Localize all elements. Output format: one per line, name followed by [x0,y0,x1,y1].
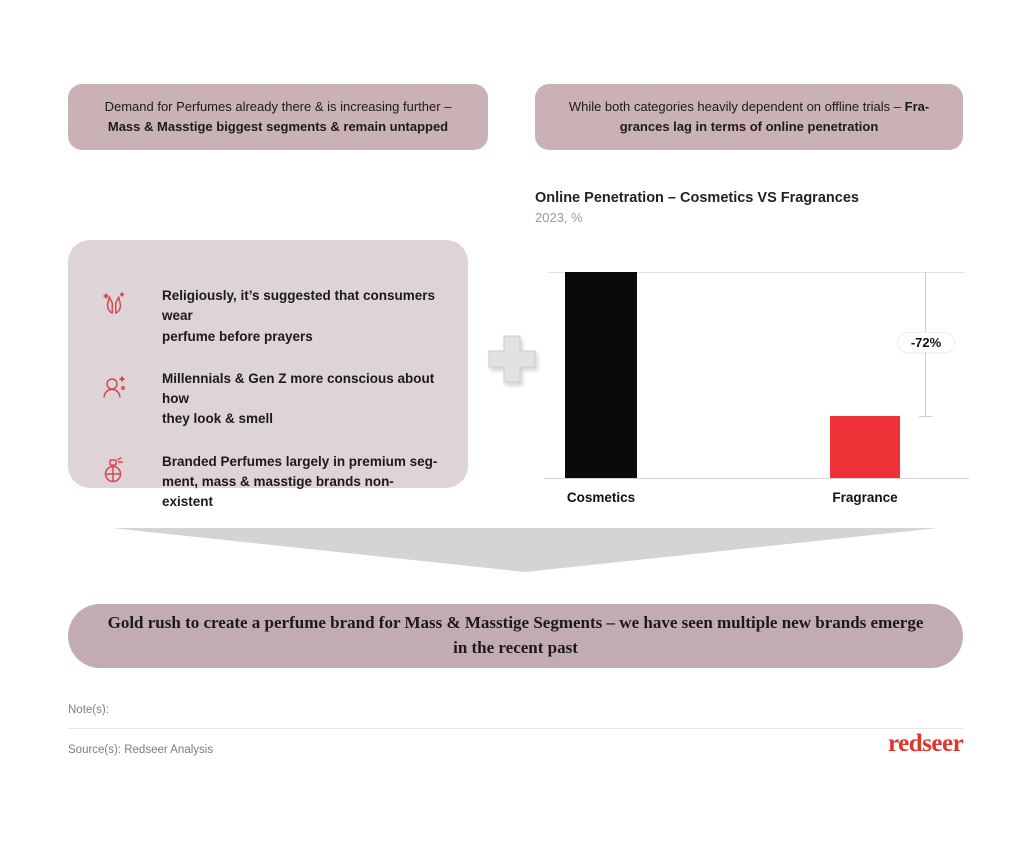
bar-chart [548,272,965,505]
perfume-bottle-icon [98,454,130,491]
annotation-label: -72% [898,333,954,352]
list-item [92,452,440,513]
list-item [92,286,440,347]
person-sparkle-icon [98,371,130,408]
conclusion-text: Gold rush to create a perfume brand for Mass & Masstige Segments – we have seen multiple new brands emerge in the recent past [107,613,924,657]
header-right-line1: While both categories heavily dependent on offline trials – Fra- [568,98,930,114]
insight-text: Branded Perfumes largely in premium seg- ment, mass & masstige brands non-existent [162,453,438,509]
notes-label: Note(s): [68,704,109,716]
header-right-line2: grances lag in terms of online penetration [619,119,879,134]
bar-fragrance [830,416,900,478]
prayer-hands-icon [98,288,130,325]
source-label: Source(s): Redseer Analysis [68,744,214,756]
x-label-fragrance: Fragrance [832,490,898,505]
plus-icon [483,330,541,388]
insight-text: Religiously, it’s suggested that consumers wear perfume before prayers [162,288,436,344]
header-right-box [535,84,963,150]
insight-card [68,240,468,509]
header-left-line1: Demand for Perfumes already there & is increasing further – [104,98,452,114]
conclusion-banner [68,604,963,668]
x-axis-line [544,478,969,479]
list-item [92,369,440,430]
down-arrow [100,520,950,580]
redseer-logo: redseer [888,730,964,757]
x-label-cosmetics: Cosmetics [566,490,636,505]
header-left-line2: Mass & Masstige biggest segments & remain untapped [107,119,449,134]
insight-text: Millennials & Gen Z more conscious about how they look & smell [162,370,435,427]
header-left-box [68,84,488,150]
chart-subtitle: 2023, % [535,210,583,225]
footer-divider [68,728,963,729]
chart-title: Online Penetration – Cosmetics VS Fragrances [535,190,859,206]
annotation-tick [919,416,932,417]
bar-cosmetics [565,272,637,478]
